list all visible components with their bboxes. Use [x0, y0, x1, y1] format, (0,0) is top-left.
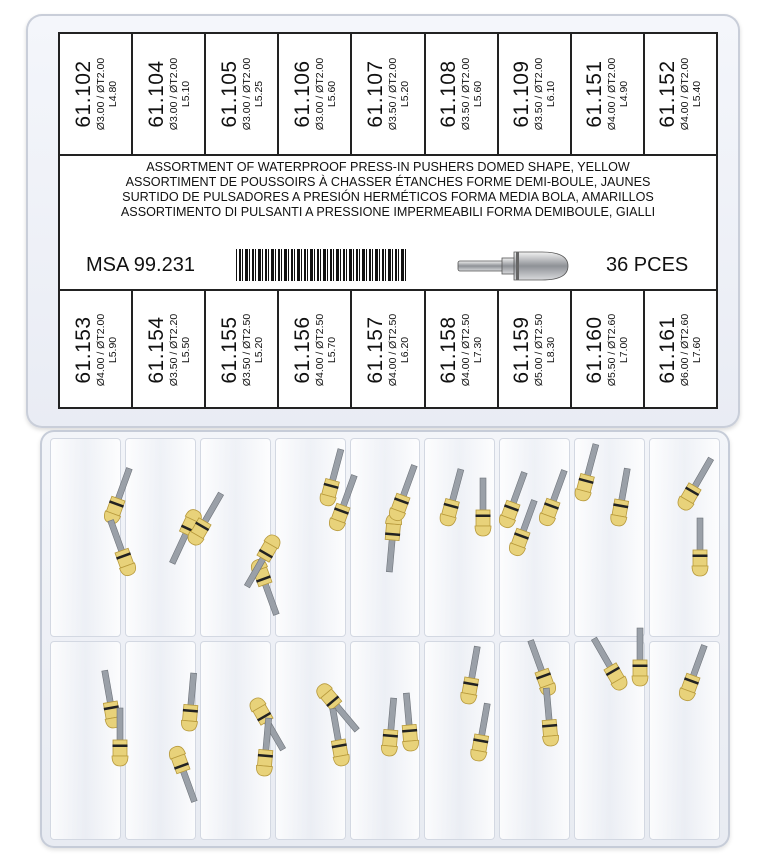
reference-text [134, 294, 204, 406]
pusher-part [475, 478, 491, 536]
reference-number: 61.108 [437, 60, 461, 128]
description-line-it: ASSORTIMENTO DI PULSANTI A PRESSIONE IMPERMEABILI FORMA DEMIBOULE, GIALLI [120, 205, 656, 219]
reference-number: 61.107 [363, 60, 387, 128]
reference-number: 61.106 [290, 60, 314, 128]
reference-text [572, 294, 642, 406]
pusher-part [469, 702, 495, 762]
reference-cell [206, 34, 279, 154]
reference-number: 61.102 [71, 60, 95, 128]
reference-length: L5.60 [472, 80, 485, 108]
reference-dimensions: Ø5.00 / ØT2.50 [533, 313, 546, 387]
pusher-part [167, 744, 202, 804]
reference-dimensions: Ø3.50 / ØT2.50 [240, 313, 253, 387]
reference-text [499, 38, 569, 150]
reference-text [280, 38, 350, 150]
reference-text [280, 294, 350, 406]
reference-text [499, 294, 569, 406]
reference-cell [60, 34, 133, 154]
reference-length: L7.30 [472, 336, 485, 364]
pusher-part [387, 463, 422, 523]
reference-cell [133, 291, 206, 409]
pusher-part [537, 468, 572, 528]
reference-dimensions: Ø5.50 / ØT2.60 [606, 313, 619, 387]
reference-dimensions: Ø3.00 / ØT2.00 [167, 57, 180, 131]
reference-cell [279, 291, 352, 409]
reference-length: L5.20 [252, 336, 265, 364]
reference-length: L4.80 [106, 80, 119, 108]
reference-number: 61.159 [510, 316, 534, 384]
product-description [60, 160, 716, 220]
pusher-part [523, 638, 558, 698]
reference-length: L5.60 [325, 80, 338, 108]
description-line-es: SURTIDO DE PULSADORES A PRESIÓN HERMÉTICOS FORMA MEDIA BOLA, AMARILLOS [122, 190, 654, 204]
reference-number: 61.160 [583, 316, 607, 384]
reference-number: 61.104 [144, 60, 168, 128]
reference-text [353, 294, 423, 406]
reference-dimensions: Ø4.00 / ØT2.50 [313, 313, 326, 387]
reference-text [426, 294, 496, 406]
reference-number: 61.105 [217, 60, 241, 128]
reference-dimensions: Ø3.50 / ØT2.20 [167, 313, 180, 387]
pusher-part [692, 518, 708, 576]
reference-cell [352, 291, 425, 409]
reference-cell [645, 291, 716, 409]
reference-number: 61.156 [290, 316, 314, 384]
top-reference-row [60, 34, 716, 156]
reference-text [572, 38, 642, 150]
reference-cell [352, 34, 425, 154]
pusher-part [249, 557, 284, 617]
reference-cell [279, 34, 352, 154]
reference-length: L4.90 [618, 80, 631, 108]
reference-length: L6.20 [398, 336, 411, 364]
reference-cell [499, 291, 572, 409]
description-line-en: ASSORTMENT OF WATERPROOF PRESS-IN PUSHERS DOMED SHAPE, YELLOW [146, 160, 630, 174]
reference-length: L5.90 [106, 336, 119, 364]
reference-number: 61.109 [510, 60, 534, 128]
reference-cell [133, 34, 206, 154]
reference-length: L5.25 [252, 80, 265, 108]
pusher-part [381, 697, 402, 756]
reference-dimensions: Ø4.00 / ØT2.00 [679, 57, 692, 131]
reference-number: 61.157 [363, 316, 387, 384]
reference-text [61, 294, 131, 406]
reference-cell [572, 291, 645, 409]
reference-length: L5.20 [398, 80, 411, 108]
reference-dimensions: Ø3.50 / ØT2.00 [460, 57, 473, 131]
reference-text [353, 38, 423, 150]
reference-length: L5.50 [179, 336, 192, 364]
reference-cell [645, 34, 716, 154]
reference-cell [60, 291, 133, 409]
reference-dimensions: Ø3.50 / ØT2.00 [386, 57, 399, 131]
reference-cell [426, 291, 499, 409]
reference-dimensions: Ø4.00 / ØT2.00 [94, 313, 107, 387]
reference-length: L5.70 [325, 336, 338, 364]
pusher-icon [456, 246, 576, 286]
reference-text [207, 38, 277, 150]
reference-cell [499, 34, 572, 154]
pusher-part [459, 645, 485, 705]
pusher-part [609, 467, 635, 527]
pusher-parts [40, 430, 730, 848]
compartment-tray [40, 430, 730, 848]
reference-dimensions: Ø4.00 / ØT2.50 [386, 313, 399, 387]
reference-length: L7.00 [618, 336, 631, 364]
pusher-part [573, 442, 603, 502]
reference-dimensions: Ø3.00 / ØT2.00 [313, 57, 326, 131]
pusher-part [675, 455, 718, 513]
reference-text [426, 38, 496, 150]
reference-text [645, 38, 715, 150]
label-middle-section [60, 154, 716, 289]
reference-length: L7.60 [691, 336, 704, 364]
reference-cell [572, 34, 645, 154]
pusher-part [538, 687, 559, 746]
reference-dimensions: Ø3.00 / ØT2.00 [94, 57, 107, 131]
pusher-part [438, 467, 468, 527]
reference-number: 61.158 [437, 316, 461, 384]
reference-dimensions: Ø4.00 / ØT2.50 [460, 313, 473, 387]
reference-length: L8.30 [545, 336, 558, 364]
pusher-part [181, 672, 202, 731]
pusher-part [587, 635, 630, 693]
pusher-part [677, 643, 712, 703]
bottom-reference-row [60, 289, 716, 409]
assortment-label-card [58, 32, 718, 409]
reference-length: L6.10 [545, 80, 558, 108]
reference-dimensions: Ø3.00 / ØT2.00 [240, 57, 253, 131]
reference-dimensions: Ø4.00 / ØT2.00 [606, 57, 619, 131]
reference-text [134, 38, 204, 150]
pusher-part [632, 628, 648, 686]
reference-number: 61.153 [71, 316, 95, 384]
reference-cell [426, 34, 499, 154]
barcode-icon [236, 249, 406, 281]
pusher-part [398, 692, 419, 751]
reference-text [61, 38, 131, 150]
pusher-part [102, 466, 137, 526]
reference-text [645, 294, 715, 406]
reference-number: 61.155 [217, 316, 241, 384]
reference-length: L5.10 [179, 80, 192, 108]
reference-text [207, 294, 277, 406]
pusher-part [103, 518, 138, 578]
pusher-part [381, 513, 402, 572]
reference-dimensions: Ø3.50 / ØT2.00 [533, 57, 546, 131]
reference-cell [206, 291, 279, 409]
reference-dimensions: Ø6.00 / ØT2.60 [679, 313, 692, 387]
reference-number: 61.161 [656, 316, 680, 384]
description-line-fr: ASSORTIMENT DE POUSSOIRS À CHASSER ÉTANCHES FORME DEMI-BOULE, JAUNES [125, 175, 651, 189]
product-code: MSA 99.231 [86, 254, 195, 276]
reference-number: 61.152 [656, 60, 680, 128]
piece-count: 36 PCES [606, 254, 689, 276]
reference-number: 61.151 [583, 60, 607, 128]
reference-number: 61.154 [144, 316, 168, 384]
reference-length: L5.40 [691, 80, 704, 108]
